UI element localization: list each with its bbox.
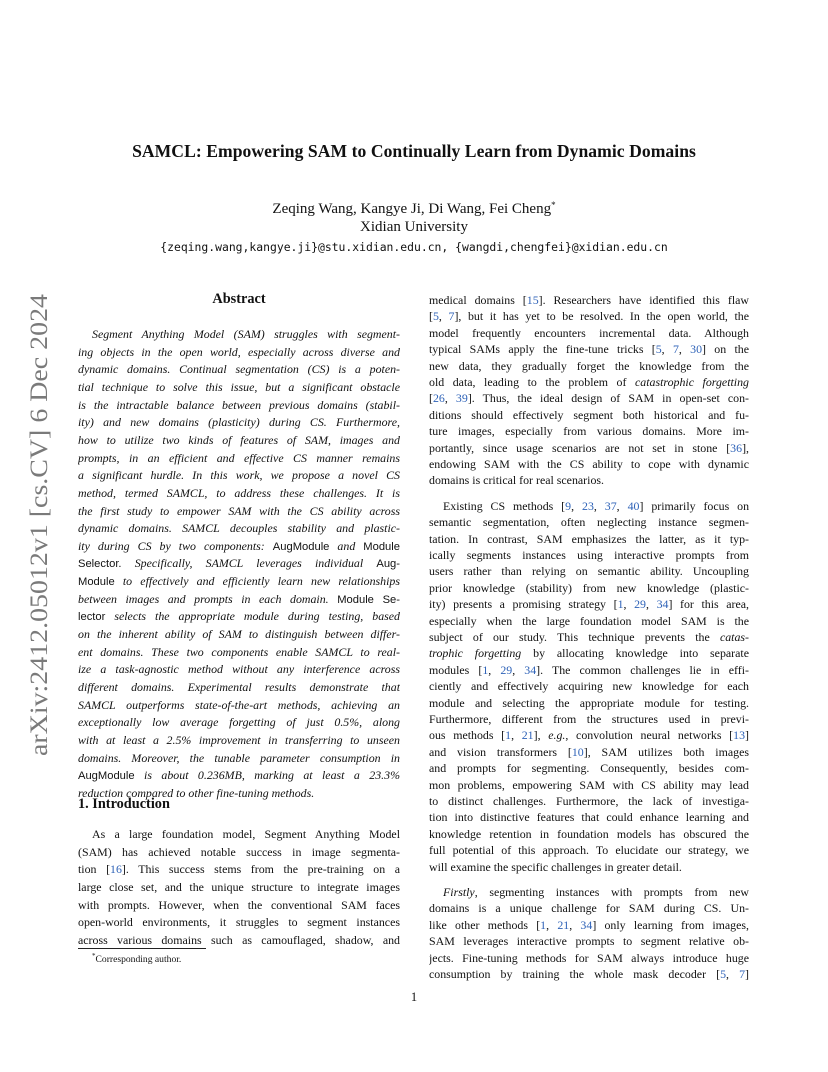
right-line: medical domains [15]. Researchers have identified this flaw [429, 293, 749, 307]
right-line: consumption by training the whole mask decoder [5, 7] [429, 967, 749, 981]
right-line: subject of our study. This technique prevents the catas- [429, 630, 749, 644]
abstract-line: prompts, in an efficient and effective CS manner remains [78, 451, 400, 465]
right-line: knowledge retention in foundation models has obscured the [429, 827, 749, 841]
abstract-line: tial technique to solve this issue, but a significant obstacle [78, 380, 400, 394]
right-line: Firstly, segmenting instances with prompts from new [443, 885, 749, 899]
corresponding-mark: * [551, 200, 556, 210]
abstract-line: lector selects the appropriate module during testing, based [78, 609, 400, 623]
footnote [92, 952, 181, 965]
abstract-heading: Abstract [212, 291, 266, 307]
right-line: prior knowledge (stability) from new knowledge (plastic- [429, 581, 749, 595]
right-line: model frequently encounters incremental data. Although [429, 326, 749, 340]
abstract-line: Module to effectively and efficiently learn new relationships [78, 574, 400, 588]
right-line: like other methods [1, 21, 34] only learning from images, [429, 918, 749, 932]
affiliation: Xidian University [360, 219, 468, 235]
right-line: modules [1, 29, 34]. The common challenges lie in effi- [429, 663, 749, 677]
abstract-line: ing objects in the open world, especially across diverse and [78, 345, 400, 359]
abstract-line: Segment Anything Model (SAM) struggles with segment- [92, 327, 400, 341]
abstract-line: ity during CS by two components: AugModule and Module [78, 539, 400, 553]
intro-line: large close set, and the unique structure to integrate images [78, 880, 400, 894]
right-line: portantly, since usage scenarios are not set in stone [36], [429, 441, 749, 455]
abstract-line: exceptionally low average forgetting of just 0.5%, along [78, 715, 400, 729]
abstract-line: dynamic domains. SAMCL decouples stability and plastic- [78, 521, 400, 535]
right-line: typical SAMs apply the fine-tune tricks [5, 7, 30] on the [429, 342, 749, 356]
arxiv-id-text: arXiv:2412.05012v1 [cs.CV] 6 Dec 2024 [24, 333, 53, 756]
intro-line: (SAM) has achieved notable success in image segmenta- [78, 845, 400, 859]
right-line: [5, 7], but it has yet to be resolved. In the open world, the [429, 309, 749, 323]
abstract-line: reduction compared to other fine-tuning methods. [78, 786, 315, 800]
abstract-line: ity) and new domains (plasticity) during CS. Furthermore, [78, 415, 400, 429]
right-line: will examine the specific challenges in greater detail. [429, 860, 682, 874]
abstract-line: a significant hurdle. In this work, we propose a novel CS [78, 468, 400, 482]
right-line: ous methods [1, 21], e.g., convolution neural networks [13] [429, 728, 749, 742]
right-line: full potential of this approach. To elucidate our strategy, we [429, 843, 749, 857]
right-line: ity) presents a promising strategy [1, 29, 34] for this area, [429, 597, 749, 611]
right-line: trophic forgetting by allocating knowledge into separate [429, 646, 749, 660]
abstract-line: how to utilize two kinds of features of SAM, images and [78, 433, 400, 447]
page-number: 1 [410, 990, 418, 1004]
right-line: old data, leading to the problem of catastrophic forgetting [429, 375, 749, 389]
right-line: new data, they gradually forget the knowledge from the [429, 359, 749, 373]
right-line: ditions should effectively segment both historical and fu- [429, 408, 749, 422]
right-line: jects. Fine-tuning methods for SAM always introduce huge [429, 951, 749, 965]
footnote-rule [78, 948, 206, 949]
right-line: module and selecting the appropriate module for testing. [429, 696, 749, 710]
abstract-line: between images and prompts in each domain. Module Se- [78, 592, 400, 606]
intro-line: open-world environments, it struggles to segment instances [78, 915, 400, 929]
arxiv-stamp [14, 290, 58, 760]
abstract-line: ize a task-agnostic method without any interference across [78, 662, 400, 676]
footnote-mark: * [92, 952, 96, 960]
intro-line: tion [16]. This success stems from the pre-training on a [78, 862, 400, 876]
right-line: tation. In contrast, SAM emphasizes the latter, as it typ- [429, 532, 749, 546]
intro-line: As a large foundation model, Segment Anything Model [92, 827, 400, 841]
right-line: and vision transformers [10], SAM utilizes both images [429, 745, 749, 759]
abstract-line: Selector. Specifically, SAMCL leverages individual Aug- [78, 556, 400, 570]
abstract-line: AugModule is about 0.236MB, marking at least a 23.3% [78, 768, 400, 782]
right-line: domains is critical for real scenarios. [429, 473, 604, 487]
author-emails: {zeqing.wang,kangye.ji}@stu.xidian.edu.cn, {wangdi,chengfei}@xidian.edu.cn [160, 240, 668, 254]
abstract-line: method, termed SAMCL, to address these challenges. It is [78, 486, 400, 500]
section-heading-introduction: 1. Introduction [78, 796, 170, 812]
intro-line: across various domains such as camouflaged, shadow, and [78, 933, 400, 947]
right-line: users rather than relying on semantic ability. Uncoupling [429, 564, 749, 578]
right-line: semantic segmentation, often neglecting instance segmen- [429, 515, 749, 529]
abstract-line: different domains. Experimental results demonstrate that [78, 680, 400, 694]
right-line: endowing SAM with the CS ability to cope with dynamic [429, 457, 749, 471]
paper-title: SAMCL: Empowering SAM to Continually Learn from Dynamic Domains [132, 141, 696, 161]
abstract-line: with at least a 2.5% improvement in transferring to unseen [78, 733, 400, 747]
abstract-line: on the inherent ability of SAM to distinguish between differ- [78, 627, 400, 641]
right-line: ciently and effectively acquiring new knowledge for each [429, 679, 749, 693]
author-list [0, 200, 828, 218]
right-line: tion into distinctive features that could enhance learning and [429, 810, 749, 824]
abstract-line: ent domains. These two components enable SAMCL to real- [78, 645, 400, 659]
abstract-line: SAMCL outperforms state-of-the-art methods, achieving an [78, 698, 400, 712]
right-line: especially when the large foundation model SAM is the [429, 614, 749, 628]
right-line: SAM leverages interactive prompts to segment relative ob- [429, 934, 749, 948]
right-line: to distinct challenges. Furthermore, the lack of investiga- [429, 794, 749, 808]
right-line: Furthermore, different from the structures used in previ- [429, 712, 749, 726]
footnote-text: Corresponding author. [95, 954, 182, 965]
right-line: ically segments instances using interactive prompts from [429, 548, 749, 562]
right-line: and prompts for segmenting. Consequently, besides com- [429, 761, 749, 775]
right-line: Existing CS methods [9, 23, 37, 40] primarily focus on [443, 499, 749, 513]
right-line: mon problems, empowering SAM with CS ability may lead [429, 778, 749, 792]
right-line: domains is a unique challenge for SAM during CS. Un- [429, 901, 749, 915]
intro-line: with prompts. However, when the conventional SAM faces [78, 898, 400, 912]
abstract-line: dynamic domains. Continual segmentation (CS) is a poten- [78, 362, 400, 376]
abstract-line: domains. Moreover, the tunable parameter consumption in [78, 751, 400, 765]
author-names: Zeqing Wang, Kangye Ji, Di Wang, Fei Cheng [272, 201, 552, 217]
right-line: ture images, especially from various domains. More im- [429, 424, 749, 438]
abstract-line: is the intractable balance between previous domains (stabil- [78, 398, 400, 412]
right-line: [26, 39]. Thus, the ideal design of SAM in open-set con- [429, 391, 749, 405]
abstract-line: the first study to empower SAM with the CS ability across [78, 504, 400, 518]
